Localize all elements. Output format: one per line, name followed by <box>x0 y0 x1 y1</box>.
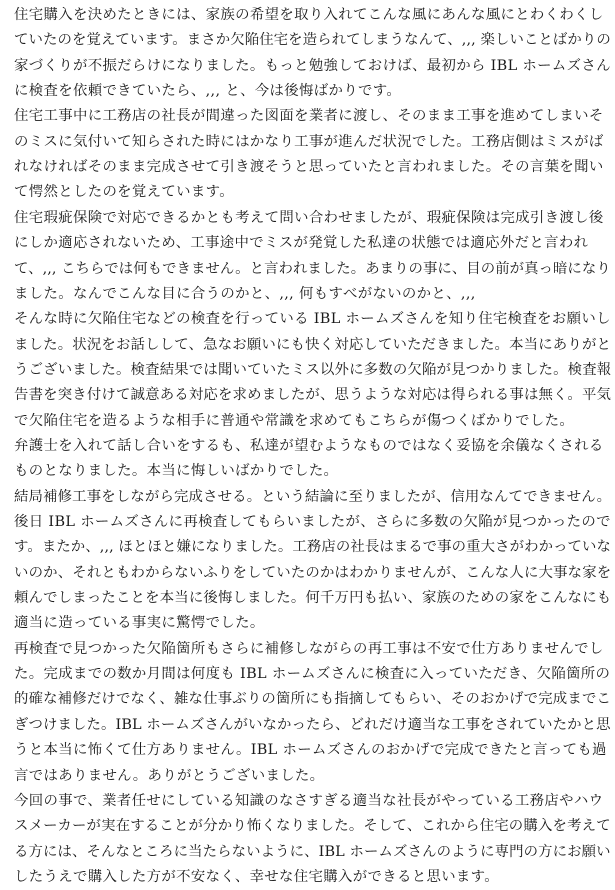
text-line: 家づくりが不振だらけになりました。もっと勉強しておけば、最初から IBL ホームズさん <box>14 57 611 74</box>
text-line: 住宅購入を決めたときには、家族の希望を取り入れてこんな風にあんな風にとわくわくし <box>14 7 604 23</box>
text-line: 弁護士を入れて話し合いをするも、私達が望むようなものではなく妥協を余儀なくされる <box>14 437 604 454</box>
text-line: 頼んでしまったことを本当に後悔しました。何千万円も払い、家族のための家をこんなにも <box>14 590 612 607</box>
text-line: に検査を依頼できていたら、,,, と、今は後悔ばかりです。 <box>14 83 402 100</box>
text-line: す。またか、,,, ほとほと嫌になりました。工務店の社長はまるで事の重大さがわかっていな <box>14 539 612 556</box>
text-line: 再検査で見つかった欠陥箇所もさらに補修しながらの再工事は不安で仕方ありませんでし <box>14 640 604 657</box>
text-line: て愕然としたのを覚えています。 <box>14 184 234 201</box>
text-line: ました。なんでこんな目に合うのかと、,,, 何もすべがないのかと、,,, <box>14 285 476 302</box>
text-line: 今回の事で、業者任せにしている知識のなさすぎる適当な社長がやっている工務店やハウ <box>14 792 604 809</box>
text-line: そんな時に欠陥住宅などの検査を行っている IBL ホームズさんを知り住宅検査をお願いし <box>14 311 611 328</box>
text-line: た。完成までの数か月間は何度も IBL ホームズさんに検査に入っていただき、欠陥箇所の <box>14 666 611 683</box>
text-line: ていたのを覚えています。まさか欠陥住宅を造られてしまうなんて、,,, 楽しいことばかりの <box>14 32 611 49</box>
text-line: て、,,, こちらでは何もできません。と言われました。あまりの事に、目の前が真っ暗になり <box>14 260 611 277</box>
text-line: のミスに気付いて知らされた時にはかなり工事が進んだ状況でした。工務店側はミスがば <box>14 133 604 150</box>
text-line: で欠陥住宅を造るような相手に普通や常識を求めてもこちらが傷つくばかりでした。 <box>14 412 575 429</box>
text-line: したうえで購入した方が不安なく、幸せな住宅購入ができると思います。 <box>14 868 500 885</box>
text-line: スメーカーが実在することが分かり怖くなりました。そして、これから住宅の購入を考えて <box>14 818 611 835</box>
text-line: うと本当に怖くて仕方ありません。IBL ホームズさんのおかげで完成できたと言っても過 <box>14 742 607 759</box>
text-line: 言ではありません。ありがとうございました。 <box>14 767 325 784</box>
text-line: いのか、それともわからないふりをしていたのかはわかりませんが、こんな人に大事な家を <box>14 564 612 581</box>
text-line: 住宅瑕疵保険で対応できるかとも考えて問い合わせましたが、瑕疵保険は完成引き渡し後 <box>14 209 604 226</box>
text-line: 後日 IBL ホームズさんに再検査してもらいましたが、さらに多数の欠陥が見つかったので <box>14 514 611 530</box>
text-line: 結局補修工事をしながら完成させる。という結論に至りましたが、信用なんてできません。 <box>14 488 612 505</box>
text-line: 的確な補修だけでなく、雑な仕事ぶりの箇所にも指摘してもらい、そのおかげで完成までこ <box>14 691 612 708</box>
text-line: れなければそのまま完成させて引き渡そうと思っていたと言われました。その言葉を聞い <box>14 159 604 176</box>
text-line: る方には、そんなところに当たらないように、IBL ホームズさんのように専門の方にお願い <box>14 843 611 860</box>
text-line: 適当に造っている事実に驚愕でした。 <box>14 615 265 632</box>
text-line: ました。状況をお話しして、急なお願いにも快く対応していただきました。本当にありがと <box>14 336 612 353</box>
text-line: うございました。検査結果では聞いていたミス以外に多数の欠陥が見つかりました。検査報 <box>14 361 612 378</box>
text-line: ぎつけました。IBL ホームズさんがいなかったら、どれだけ適当な工事をされていたかと思 <box>14 716 611 733</box>
text-line: ものとなりました。本当に悔しいばかりでした。 <box>14 463 339 480</box>
text-line: 告書を突き付けて誠意ある対応を求めましたが、思うような対応は得られる事は無く。平気 <box>14 387 612 404</box>
text-line: にしか適応されないため、工事途中でミスが発覚した私達の状態では適応外だと言われ <box>14 235 589 252</box>
text-line: 住宅工事中に工務店の社長が間違った図面を業者に渡し、そのまま工事を進めてしまいそ <box>14 108 604 125</box>
